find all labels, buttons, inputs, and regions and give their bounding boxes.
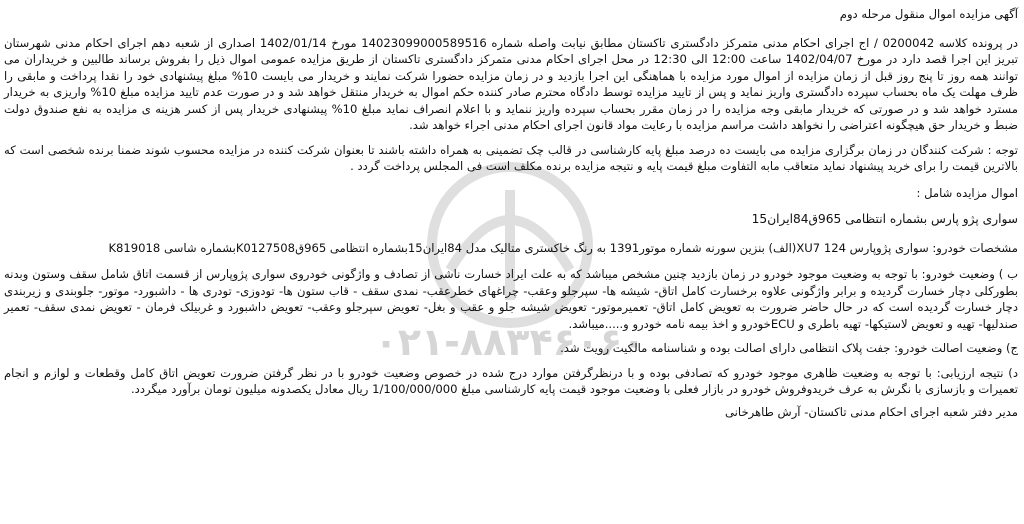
items-heading: اموال مزایده شامل : [916,185,1018,200]
participation-note: توجه : شرکت کنندگان در زمان برگزاری مزایده می بایست ده درصد مبلغ پایه کارشناسی در قالب چک تضمینی به همراه داشته باشند تا بعنوان شرکت کننده در مزایده محسوب شوند ضمنا برنده شخصی است که بالاترین قیمت را برای خرید پیشنهاد نماید متعاقب مابه التفاوت مبلغ قیمت پایه و نتیجه مزایده برنده مکلف است فی المجلس پرداخت گردد . [4,142,1018,173]
valuation-conclusion: د) نتیجه ارزیابی: با توجه به وضعیت ظاهری موجود خودرو که تصادفی بوده و با درنظرگرفتن موارد درج شده در خصوص وضعیت خودرو با در نظر گرفتن ضرورت تعویض اتاق کامل وقطعات و لوازم و انجام تعمیرات و بازسازی با نگرش به عرف خریدوفروش خودرو در بازار فعلی با وضعیت موجود قیمت پایه کارشناسی مبلغ 1/100/000/000 ریال معادل یکصدونه میلیون تومان برآورد میگردد. [4,365,1018,396]
signature-line: مدیر دفتر شعبه اجرای احکام مدنی تاکستان- آرش طاهرخانی [725,404,1018,419]
vehicle-specs: مشخصات خودرو: سواری پژوپارس XU7 124(الف) بنزین سورنه شماره موتور1391 به رنگ خاکستری متالیک مدل 84ایران15بشماره انتظامی 965قK0127508بشماره شاسی K819018 [108,240,1018,255]
vehicle-condition: ب ) وضعیت خودرو: با توجه به وضعیت موجود خودرو در زمان بازدید چنین مشخص میباشد که به علت ایراد خسارت ناشی از تصادف و واژگونی خودروی سواری پژوپارس از قسمت اتاق شامل سقف وستون وبدنه بطورکلی دچار خسارت گردیده و برابر واژگونی علاوه برخسارت کامل اتاق- شیشه ها- سپرجلو وعقب- چراغهای خطرعقب- نمدی سقف - قاب ستون ها- تودوزی- تودری ها - داشبورد- موتور- جلوبندی و زیربندی دچار خسارت گردیده است که در حال حاضر ضرورت به تعویض کامل اتاق- تعمیرموتور- تعویض شیشه جلو و عقب و بغل- تعویض سپرجلو وعقب- تعویض داشبورد و غربیلک فرمان - تعویض نمدی سقف- تعمیر صندلیها- تهیه و تعویض لاستیکها- تهیه باطری و ECUخودرو و اخذ بیمه نامه خودرو و.....میباشد. [4,267,1018,331]
vehicle-title: سواری پژو پارس بشماره انتظامی 965ق84ایران15 [751,212,1018,226]
watermark-phone: ۰۲۱-۸۸۳۴۶۰۶۰ [374,320,646,364]
vehicle-originality: ج) وضعیت اصالت خودرو: جفت پلاک انتظامی دارای اصالت بوده و شناسنامه مالکیت رویت شد. [560,341,1018,355]
notice-title: آگهی مزایده اموال منقول مرحله دوم [839,7,1018,21]
auction-notice [4,6,1018,420]
intro-paragraph: در پرونده کلاسه 0200042 / اج اجرای احکام مدنی متمرکز دادگستری تاکستان مطابق نیابت واصله شماره 14023099000589516 مورخ 1402/01/14 اصداری از شعبه دهم اجرای احکام مدنی شهرستان تبریز این اجرا قصد دارد در مورخ 1402/04/07 ساعت 12:00 الی 12:30 در محل اجرای احکام مدنی متمرکز دادگستری تاکستان از طریق مزایده عمومی اموال ذیل را بفروش برساند طالبین و خریداران می توانند همه روز تا پنج روز قبل از زمان مزایده از اموال مورد مزایده با هماهنگی این اجرا بازدید و در زمان مزایده حضورا شرکت نمایند و خریدار می بایست 10% مبلغ پیشنهادی خود را نقدا پرداخت و مابقی را ظرف مهلت یک ماه بحساب سپرده دادگستری واریز نماید و پس از تایید مزایده توسط دادگاه محترم صادر کننده حکم اموال به خریدار منتقل خواهد شد و در صورت عدم تایید مزایده مبلغ 10% واریزی به خریدار مسترد خواهد شد و در صورتی که خریدار مابقی وجه مزایده را در زمان مقرر بحساب سپرده واریز ننماید و با اعلام انصراف نماید مبلغ 10% پیشنهادی خریدار پس از کسر هزینه ی مزایده به نفع صندوق دولت ضبط و خریدار حق هیچگونه اعتراضی را نخواهد داشت مراسم مزایده با رعایت مواد قانون اجرای احکام مدنی اجراء خواهد شد. [4,35,1019,132]
